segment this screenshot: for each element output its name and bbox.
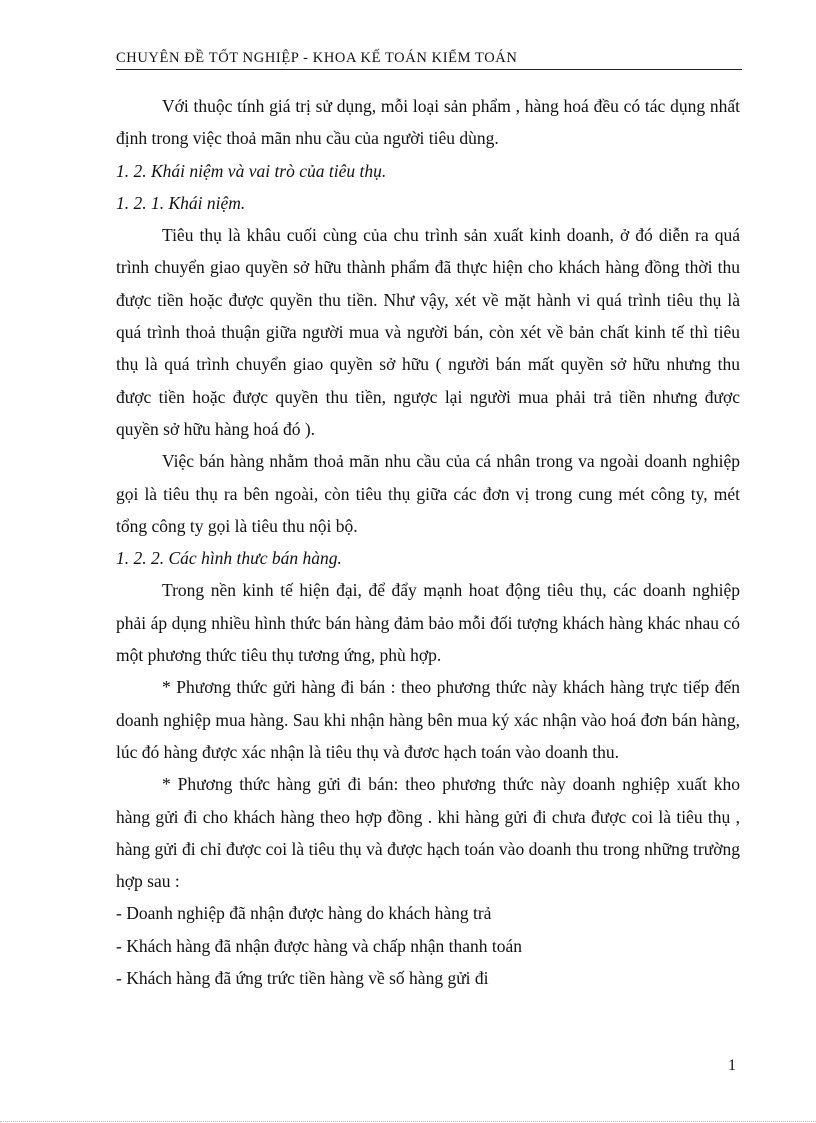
page-bottom-border (0, 1121, 816, 1122)
paragraph-sales-forms: Trong nền kinh tế hiện đại, để đẩy mạnh hoat động tiêu thụ, các doanh nghiệp phải áp dụng nhiều hình thức bán hàng đảm bảo mỗi đối tượng khách hàng khác nhau có một phương thức tiêu thụ tương ứng, phù hợp. (116, 580, 740, 666)
paragraph-definition: Tiêu thụ là khâu cuối cùng của chu trình sản xuất kinh doanh, ở đó diễn ra quá trình chuyển giao quyền sở hữu thành phẩm đã thực hiện cho khách hàng đồng thời thu được tiền hoặc được quyền thu tiền. Như vậy, xét về mặt hành vi quá trình tiêu thụ là quá trình thoả thuận giữa người mua và người bán, còn xét về bản chất kinh tế thì tiêu thụ là quá trình chuyển giao quyền sở hữu ( người bán mất quyền sở hữu nhưng thu được tiền hoặc được quyền thu tiền, ngược lại người mua phải trả tiền nhưng được quyền sở hữu hàng hoá đó ). (116, 225, 740, 439)
section-heading-1-2-2: 1. 2. 2. Các hình thưc bán hàng. (116, 548, 342, 569)
header-divider (116, 69, 742, 70)
paragraph-direct-sales: * Phương thức gửi hàng đi bán : theo phương thức này khách hàng trực tiếp đến doanh nghiệp mua hàng. Sau khi nhận hàng bên mua ký xác nhận vào hoá đơn bán hàng, lúc đó hàng được xác nhận là tiêu thụ và đươc hạch toán vào doanh thu. (116, 677, 740, 762)
page-number: 1 (728, 1057, 736, 1074)
section-heading-1-2: 1. 2. Khái niệm và vai trò của tiêu thụ. (116, 160, 387, 181)
document-body (116, 90, 740, 994)
paragraph-intro: Với thuộc tính giá trị sử dụng, mỗi loại sản phẩm , hàng hoá đều có tác dụng nhất định trong việc thoả mãn nhu cầu của người tiêu dùng. (116, 96, 740, 149)
bullet-item-3: - Khách hàng đã ứng trức tiền hàng về số hàng gửi đi (116, 968, 489, 989)
running-header: CHUYÊN ĐỀ TỐT NGHIỆP - KHOA KẾ TOÁN KIỂM TOÁN (116, 50, 518, 66)
paragraph-internal-sales: Việc bán hàng nhằm thoả mãn nhu cầu của cá nhân trong va ngoài doanh nghiệp gọi là tiêu thụ ra bên ngoài, còn tiêu thụ giữa các đơn vị trong cung mét công ty, mét tổng công ty gọi là tiêu thu nội bộ. (116, 451, 740, 536)
section-heading-1-2-1: 1. 2. 1. Khái niệm. (116, 192, 246, 213)
bullet-item-1: - Doanh nghiệp đã nhận được hàng do khách hàng trả (116, 903, 492, 924)
paragraph-consignment-sales: * Phương thức hàng gửi đi bán: theo phương thức này doanh nghiệp xuất kho hàng gửi đi cho khách hàng theo hợp đồng . khi hàng gửi đi chưa được coi là tiêu thụ , hàng gửi đi chỉ được coi là tiêu thụ và được hạch toán vào doanh thu trong những trường hợp sau : (116, 774, 740, 892)
bullet-item-2: - Khách hàng đã nhận được hàng và chấp nhận thanh toán (116, 935, 523, 956)
